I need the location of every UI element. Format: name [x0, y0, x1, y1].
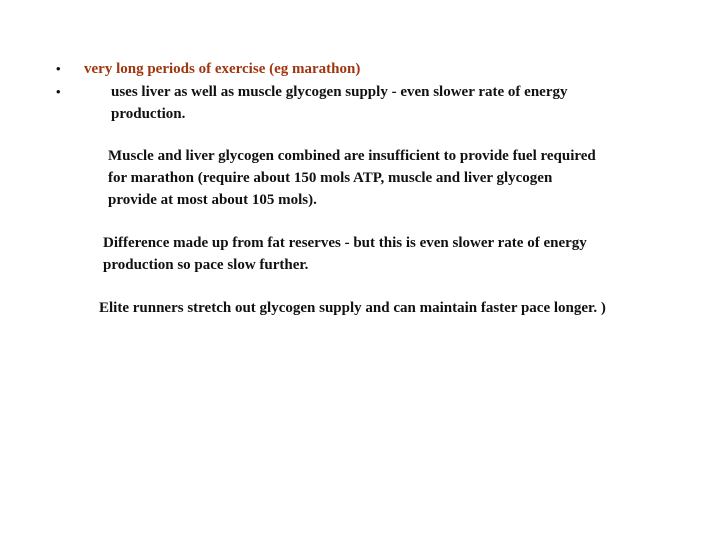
paragraph-line: production so pace slow further. [103, 257, 309, 273]
paragraph-line: provide at most about 105 mols). [108, 192, 317, 208]
paragraph-line: Difference made up from fat reserves - but this is even slower rate of energy [103, 235, 587, 251]
paragraph-line: Muscle and liver glycogen combined are insufficient to provide fuel required [108, 148, 596, 164]
bullet-dot-icon: • [56, 61, 61, 76]
paragraph-line: Elite runners stretch out glycogen supply and can maintain faster pace longer. ) [99, 300, 606, 316]
bullet-text-liver-continuation: production. [111, 106, 186, 122]
bullet-dot-icon: • [56, 84, 61, 99]
bullet-text-liver: uses liver as well as muscle glycogen supply - even slower rate of energy [111, 84, 568, 100]
bullet-text-exercise: very long periods of exercise (eg marathon) [84, 61, 361, 77]
paragraph-line: for marathon (require about 150 mols ATP, muscle and liver glycogen [108, 170, 553, 186]
